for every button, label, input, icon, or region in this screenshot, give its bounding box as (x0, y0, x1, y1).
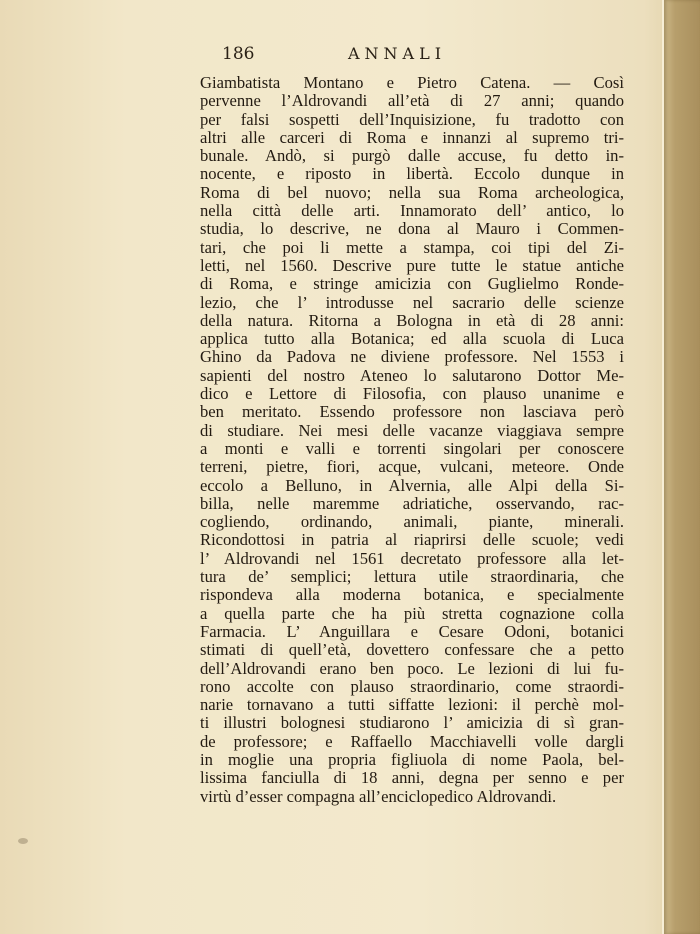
text-line: eccolo a Belluno, in Alvernia, alle Alpi della Si- (200, 475, 624, 495)
text-line: dico e Lettore di Filosofia, con plauso unanime e (200, 384, 624, 404)
text-line: applica tutto alla Botanica; ed alla scuola di Luca (200, 329, 624, 349)
text-line: Ricondottosi in patria al riaprirsi delle scuole; vedi (200, 530, 624, 550)
text-line: lissima fanciulla di 18 anni, degna per senno e per (200, 768, 624, 788)
text-line: terreni, pietre, fiori, acque, vulcani, meteore. Onde (200, 457, 624, 477)
text-line: narie tornavano a tutti siffatte lezioni: il perchè mol- (200, 695, 624, 715)
text-line: a monti e valli e torrenti singolari per conoscere (200, 438, 624, 458)
text-line: lezio, che l’ introdusse nel sacrario delle scienze (200, 292, 624, 312)
text-line: rispondeva alla moderna botanica, e specialmente (200, 585, 624, 605)
text-line: nocente, e riposto in libertà. Eccolo dunque in (200, 164, 624, 184)
text-line: della natura. Ritorna a Bologna in età di 28 anni: (200, 310, 624, 330)
text-line: nella città delle arti. Innamorato dell’ antico, lo (200, 201, 624, 221)
page-edge (664, 0, 700, 934)
text-line: Farmacia. L’ Anguillara e Cesare Odoni, botanici (200, 621, 624, 641)
text-line: altri alle carceri di Roma e innanzi al supremo tri- (200, 127, 624, 147)
text-line: stimati di quell’età, dovettero confessare che a petto (200, 640, 624, 660)
text-line: Roma di bel nuovo; nella sua Roma archeologica, (200, 182, 624, 202)
text-line: cogliendo, ordinando, animali, piante, minerali. (200, 512, 624, 532)
text-line: de professore; e Raffaello Macchiavelli volle dargli (200, 731, 624, 751)
text-line: ti illustri bolognesi studiarono l’ amicizia di sì gran- (200, 713, 624, 733)
text-line: dell’Aldrovandi erano ben poco. Le lezioni di lui fu- (200, 658, 624, 678)
text-line: tari, che poi li mette a stampa, coi tipi del Zi- (200, 237, 624, 257)
text-line: di studiare. Nei mesi delle vacanze viaggiava sempre (200, 420, 624, 440)
text-line: Ghino da Padova ne diviene professore. Nel 1553 i (200, 347, 624, 367)
text-line: letti, nel 1560. Descrive pure tutte le statue antiche (200, 255, 624, 275)
body-text (200, 74, 624, 806)
page-number: 186 (222, 44, 255, 64)
running-head: ANNALI (348, 44, 447, 63)
text-line: virtù d’esser compagna all’enciclopedico Aldrovandi. (200, 786, 557, 806)
text-line: pervenne l’Aldrovandi all’età di 27 anni; quando (200, 91, 624, 111)
text-line: di Roma, e stringe amicizia con Guglielmo Ronde- (200, 274, 624, 294)
text-line: l’ Aldrovandi nel 1561 decretato professore alla let- (200, 548, 624, 568)
text-line: sapienti del nostro Ateneo lo salutarono Dottor Me- (200, 365, 624, 385)
text-line: studia, lo descrive, ne dona al Mauro i Commen- (200, 219, 624, 239)
text-line: a quella parte che ha più stretta cognazione colla (200, 603, 624, 623)
text-line: in moglie una propria figliuola di nome Paola, bel- (200, 749, 624, 769)
text-line: bunale. Andò, si purgò dalle accuse, fu detto in- (200, 146, 624, 166)
ink-smudge (18, 838, 28, 844)
text-line: Giambatista Montano e Pietro Catena. — Così (200, 73, 624, 92)
text-line: tura de’ semplici; lettura utile straordinaria, che (200, 567, 624, 587)
text-line: per falsi sospetti dell’Inquisizione, fu tradotto con (200, 109, 624, 129)
text-line: rono accolte con plauso straordinario, come straordi- (200, 676, 624, 696)
page-header (200, 44, 624, 68)
text-line: ben meritato. Essendo professore non lasciava però (200, 402, 624, 422)
text-line: billa, nelle maremme adriatiche, osservando, rac- (200, 493, 624, 513)
